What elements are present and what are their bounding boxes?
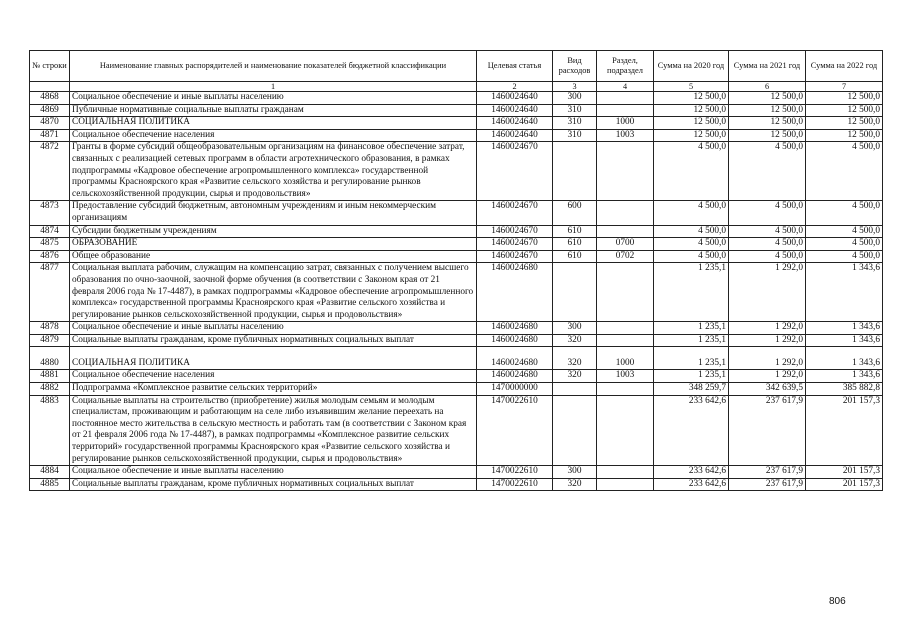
row-expense-type-cell: 610	[553, 225, 597, 238]
row-target-cell: 1460024640	[477, 117, 553, 130]
table-row	[30, 466, 883, 479]
row-sum-2022-cell: 201 157,3	[806, 478, 883, 491]
row-name-cell: Социальное обеспечение и иные выплаты населению	[70, 92, 477, 105]
row-target-cell: 1460024680	[477, 370, 553, 383]
row-number-cell: 4876	[30, 250, 70, 263]
row-sum-2020-cell: 12 500,0	[654, 117, 729, 130]
row-section-cell	[597, 334, 654, 347]
row-expense-type-cell: 300	[553, 322, 597, 335]
row-sum-2021-cell: 4 500,0	[729, 225, 806, 238]
row-number-cell: 4872	[30, 142, 70, 201]
header-row-no: № строки	[30, 51, 70, 82]
row-sum-2021-cell: 1 292,0	[729, 347, 806, 370]
row-name-cell: Публичные нормативные социальные выплаты гражданам	[70, 104, 477, 117]
row-target-cell: 1460024640	[477, 92, 553, 105]
row-sum-2021-cell: 1 292,0	[729, 334, 806, 347]
row-sum-2021-cell: 1 292,0	[729, 370, 806, 383]
header-sum-2021: Сумма на 2021 год	[729, 51, 806, 82]
row-name-cell: Предоставление субсидий бюджетным, автономным учреждениям и иным некоммерческим организациям	[70, 201, 477, 225]
row-sum-2021-cell: 1 292,0	[729, 263, 806, 322]
row-number-cell: 4871	[30, 129, 70, 142]
header-target: Целевая статья	[477, 51, 553, 82]
row-number-cell: 4880	[30, 347, 70, 370]
row-sum-2020-cell: 1 235,1	[654, 322, 729, 335]
row-expense-type-cell: 320	[553, 478, 597, 491]
table-row	[30, 395, 883, 466]
row-target-cell: 1470022610	[477, 478, 553, 491]
header-name: Наименование главных распорядителей и наименование показателей бюджетной классификации	[70, 51, 477, 82]
row-sum-2021-cell: 1 292,0	[729, 322, 806, 335]
column-index: 5	[654, 82, 729, 92]
row-sum-2022-cell: 385 882,8	[806, 383, 883, 396]
header-sum-2020: Сумма на 2020 год	[654, 51, 729, 82]
table-row	[30, 478, 883, 491]
row-name-cell: СОЦИАЛЬНАЯ ПОЛИТИКА	[70, 117, 477, 130]
row-target-cell: 1460024670	[477, 142, 553, 201]
column-index-row	[30, 82, 883, 92]
row-expense-type-cell: 610	[553, 238, 597, 251]
row-sum-2020-cell: 4 500,0	[654, 238, 729, 251]
row-target-cell: 1460024670	[477, 225, 553, 238]
row-section-cell: 0700	[597, 238, 654, 251]
column-index-empty	[30, 82, 70, 92]
row-number-cell: 4878	[30, 322, 70, 335]
row-section-cell	[597, 142, 654, 201]
row-sum-2020-cell: 233 642,6	[654, 395, 729, 466]
column-index: 6	[729, 82, 806, 92]
row-number-cell: 4885	[30, 478, 70, 491]
row-sum-2020-cell: 233 642,6	[654, 466, 729, 479]
row-number-cell: 4869	[30, 104, 70, 117]
column-index: 4	[597, 82, 654, 92]
row-expense-type-cell: 320	[553, 370, 597, 383]
row-sum-2020-cell: 12 500,0	[654, 92, 729, 105]
row-sum-2022-cell: 12 500,0	[806, 129, 883, 142]
row-sum-2022-cell: 1 343,6	[806, 334, 883, 347]
row-expense-type-cell: 600	[553, 201, 597, 225]
row-section-cell: 1000	[597, 347, 654, 370]
row-expense-type-cell: 310	[553, 104, 597, 117]
row-section-cell	[597, 322, 654, 335]
row-sum-2021-cell: 4 500,0	[729, 250, 806, 263]
row-sum-2022-cell: 1 343,6	[806, 347, 883, 370]
row-sum-2022-cell: 4 500,0	[806, 225, 883, 238]
table-row	[30, 250, 883, 263]
row-sum-2020-cell: 4 500,0	[654, 201, 729, 225]
row-name-cell: Гранты в форме субсидий общеобразовательным организациям на финансовое обеспечение затрат, связанных с реализацией сетевых программ в области агротехнического образования, в рамках подпрограммы «Кадровое обеспечение агропромышленного комплекса» государственной программы Красноярского края «Развитие сельского хозяйства и регулирование рынков сельскохозяйственной продукции, сырья и продовольствия»	[70, 142, 477, 201]
row-sum-2020-cell: 1 235,1	[654, 334, 729, 347]
table-body	[30, 92, 883, 491]
column-index: 2	[477, 82, 553, 92]
row-sum-2022-cell: 12 500,0	[806, 117, 883, 130]
row-sum-2020-cell: 4 500,0	[654, 142, 729, 201]
row-name-cell: Социальные выплаты на строительство (приобретение) жилья молодым семьям и молодым специалистам, проживающим и работающим на селе либо изъявившим желание переехать на постоянное место жительства в сельскую местность и работать там (в соответствии с Законом края от 21 февраля 2006 года № 17-4487), в рамках подпрограммы «Комплексное развитие сельских территорий» государственной программы Красноярского края «Развитие сельского хозяйства и регулирование рынков сельскохозяйственной продукции, сырья и продовольствия»	[70, 395, 477, 466]
row-number-cell: 4877	[30, 263, 70, 322]
row-sum-2022-cell: 12 500,0	[806, 92, 883, 105]
row-section-cell	[597, 225, 654, 238]
row-sum-2021-cell: 4 500,0	[729, 201, 806, 225]
row-expense-type-cell: 310	[553, 129, 597, 142]
row-number-cell: 4882	[30, 383, 70, 396]
row-sum-2021-cell: 12 500,0	[729, 104, 806, 117]
row-sum-2020-cell: 4 500,0	[654, 225, 729, 238]
column-index: 3	[553, 82, 597, 92]
header-sum-2022: Сумма на 2022 год	[806, 51, 883, 82]
row-sum-2020-cell: 1 235,1	[654, 370, 729, 383]
row-number-cell: 4873	[30, 201, 70, 225]
row-expense-type-cell: 610	[553, 250, 597, 263]
row-expense-type-cell: 300	[553, 92, 597, 105]
header-section: Раздел, подраздел	[597, 51, 654, 82]
table-row	[30, 263, 883, 322]
row-name-cell: Социальная выплата рабочим, служащим на компенсацию затрат, связанных с получением высшего образования по очно-заочной, заочной форме обучения (в соответствии с Законом края от 21 февраля 2006 года № 17-4487), в рамках подпрограммы «Кадровое обеспечение агропромышленного комплекса» государственной программы Красноярского края «Развитие сельского хозяйства и регулирование рынков сельскохозяйственной продукции, сырья и продовольствия»	[70, 263, 477, 322]
row-sum-2020-cell: 12 500,0	[654, 129, 729, 142]
row-name-cell: Подпрограмма «Комплексное развитие сельских территорий»	[70, 383, 477, 396]
row-sum-2022-cell: 4 500,0	[806, 201, 883, 225]
row-number-cell: 4870	[30, 117, 70, 130]
table-row	[30, 92, 883, 105]
row-target-cell: 1460024670	[477, 201, 553, 225]
row-number-cell: 4884	[30, 466, 70, 479]
row-sum-2020-cell: 1 235,1	[654, 263, 729, 322]
row-sum-2022-cell: 4 500,0	[806, 238, 883, 251]
row-target-cell: 1470022610	[477, 466, 553, 479]
row-section-cell	[597, 478, 654, 491]
row-section-cell	[597, 263, 654, 322]
header-row	[30, 51, 883, 82]
row-target-cell: 1470000000	[477, 383, 553, 396]
row-number-cell: 4868	[30, 92, 70, 105]
row-target-cell: 1470022610	[477, 395, 553, 466]
row-section-cell	[597, 383, 654, 396]
table-row	[30, 238, 883, 251]
budget-table	[29, 50, 883, 491]
row-sum-2020-cell: 348 259,7	[654, 383, 729, 396]
table-row	[30, 225, 883, 238]
row-name-cell: Социальное обеспечение и иные выплаты населению	[70, 466, 477, 479]
row-section-cell: 1000	[597, 117, 654, 130]
row-target-cell: 1460024670	[477, 250, 553, 263]
table-row	[30, 129, 883, 142]
table-row	[30, 347, 883, 370]
row-name-cell: Социальное обеспечение населения	[70, 370, 477, 383]
row-sum-2022-cell: 1 343,6	[806, 322, 883, 335]
row-sum-2022-cell: 12 500,0	[806, 104, 883, 117]
row-sum-2021-cell: 12 500,0	[729, 129, 806, 142]
row-section-cell	[597, 104, 654, 117]
row-section-cell	[597, 92, 654, 105]
row-section-cell	[597, 201, 654, 225]
row-sum-2022-cell: 4 500,0	[806, 142, 883, 201]
row-target-cell: 1460024680	[477, 263, 553, 322]
row-expense-type-cell	[553, 395, 597, 466]
row-sum-2021-cell: 12 500,0	[729, 92, 806, 105]
row-sum-2021-cell: 342 639,5	[729, 383, 806, 396]
row-sum-2021-cell: 4 500,0	[729, 238, 806, 251]
row-sum-2021-cell: 12 500,0	[729, 117, 806, 130]
row-section-cell	[597, 466, 654, 479]
row-section-cell: 1003	[597, 370, 654, 383]
row-target-cell: 1460024680	[477, 334, 553, 347]
row-name-cell: ОБРАЗОВАНИЕ	[70, 238, 477, 251]
row-sum-2020-cell: 1 235,1	[654, 347, 729, 370]
row-name-cell: Социальные выплаты гражданам, кроме публичных нормативных социальных выплат	[70, 478, 477, 491]
row-expense-type-cell	[553, 263, 597, 322]
row-target-cell: 1460024670	[477, 238, 553, 251]
row-number-cell: 4881	[30, 370, 70, 383]
row-sum-2021-cell: 237 617,9	[729, 478, 806, 491]
row-name-cell: Субсидии бюджетным учреждениям	[70, 225, 477, 238]
row-name-cell: Общее образование	[70, 250, 477, 263]
table-row	[30, 370, 883, 383]
row-expense-type-cell: 300	[553, 466, 597, 479]
row-name-cell: Социальное обеспечение и иные выплаты населению	[70, 322, 477, 335]
row-name-cell: СОЦИАЛЬНАЯ ПОЛИТИКА	[70, 347, 477, 370]
row-name-cell: Социальные выплаты гражданам, кроме публичных нормативных социальных выплат	[70, 334, 477, 347]
row-name-cell: Социальное обеспечение населения	[70, 129, 477, 142]
column-index: 7	[806, 82, 883, 92]
row-sum-2022-cell: 1 343,6	[806, 263, 883, 322]
page-number: 806	[829, 596, 846, 607]
column-index: 1	[70, 82, 477, 92]
row-sum-2021-cell: 4 500,0	[729, 142, 806, 201]
row-target-cell: 1460024680	[477, 347, 553, 370]
row-target-cell: 1460024640	[477, 104, 553, 117]
row-number-cell: 4883	[30, 395, 70, 466]
table-row	[30, 322, 883, 335]
row-sum-2021-cell: 237 617,9	[729, 395, 806, 466]
row-expense-type-cell	[553, 383, 597, 396]
row-section-cell: 1003	[597, 129, 654, 142]
table-row	[30, 201, 883, 225]
table-row	[30, 142, 883, 201]
row-expense-type-cell: 320	[553, 334, 597, 347]
row-sum-2022-cell: 1 343,6	[806, 370, 883, 383]
row-sum-2022-cell: 201 157,3	[806, 395, 883, 466]
row-target-cell: 1460024640	[477, 129, 553, 142]
table-row	[30, 117, 883, 130]
table-row	[30, 104, 883, 117]
row-sum-2020-cell: 233 642,6	[654, 478, 729, 491]
row-sum-2022-cell: 201 157,3	[806, 466, 883, 479]
row-sum-2021-cell: 237 617,9	[729, 466, 806, 479]
table-row	[30, 334, 883, 347]
row-expense-type-cell: 320	[553, 347, 597, 370]
header-expense-type: Вид расходов	[553, 51, 597, 82]
row-sum-2020-cell: 12 500,0	[654, 104, 729, 117]
row-expense-type-cell	[553, 142, 597, 201]
row-section-cell: 0702	[597, 250, 654, 263]
table-row	[30, 383, 883, 396]
row-number-cell: 4879	[30, 334, 70, 347]
row-sum-2020-cell: 4 500,0	[654, 250, 729, 263]
row-number-cell: 4875	[30, 238, 70, 251]
row-section-cell	[597, 395, 654, 466]
row-target-cell: 1460024680	[477, 322, 553, 335]
row-sum-2022-cell: 4 500,0	[806, 250, 883, 263]
row-expense-type-cell: 310	[553, 117, 597, 130]
row-number-cell: 4874	[30, 225, 70, 238]
